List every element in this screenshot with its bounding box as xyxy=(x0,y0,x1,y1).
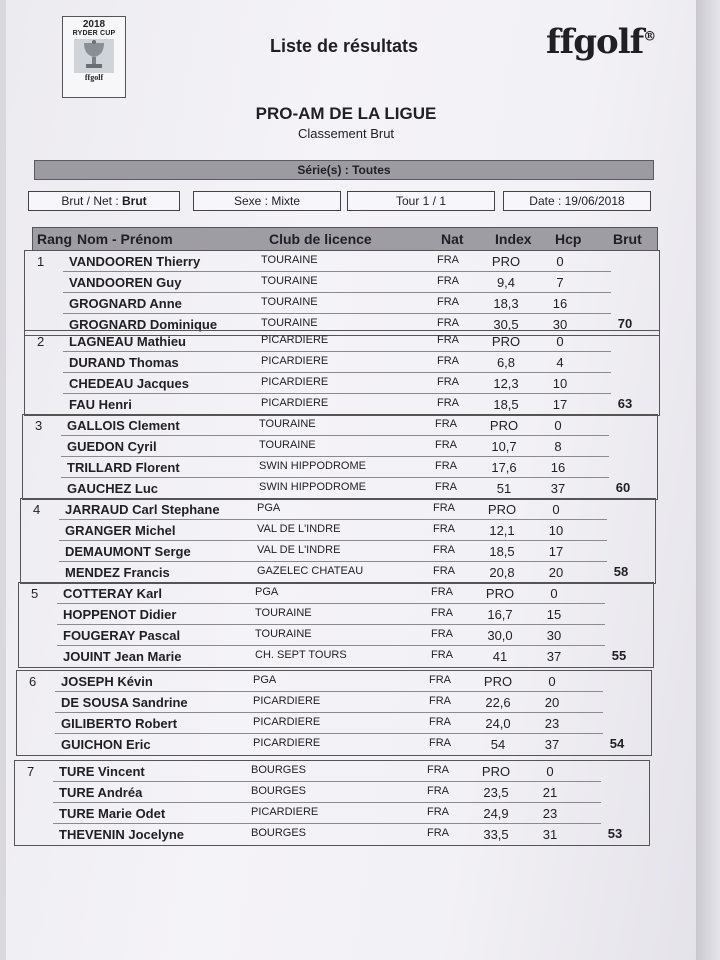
club-cell: VAL DE L'INDRE xyxy=(257,523,341,535)
index-cell: 22,6 xyxy=(485,695,511,710)
club-cell: TOURAINE xyxy=(261,296,318,308)
club-cell: CH. SEPT TOURS xyxy=(255,649,347,661)
player-name: JOUINT Jean Marie xyxy=(63,649,182,664)
hcp-cell: 23 xyxy=(544,716,560,731)
logo-event: RYDER CUP xyxy=(72,30,116,37)
nat-cell: FRA xyxy=(433,502,455,514)
club-cell: TOURAINE xyxy=(255,628,312,640)
player-name: MENDEZ Francis xyxy=(65,565,170,580)
club-cell: PGA xyxy=(253,674,277,686)
col-index: Index xyxy=(495,231,532,247)
index-cell: 17,6 xyxy=(491,460,517,475)
index-cell: PRO xyxy=(487,502,517,517)
index-cell: PRO xyxy=(491,254,521,269)
index-cell: 23,5 xyxy=(483,785,509,800)
index-cell: 10,7 xyxy=(491,439,517,454)
col-rang: Rang xyxy=(37,231,72,247)
table-row xyxy=(19,604,653,625)
table-row xyxy=(25,293,659,314)
table-row xyxy=(23,436,657,457)
table-row xyxy=(23,457,657,478)
brut-score: 53 xyxy=(607,826,623,841)
sexe-filter xyxy=(193,191,341,211)
nat-cell: FRA xyxy=(431,607,453,619)
club-cell: TOURAINE xyxy=(259,418,316,430)
hcp-cell: 10 xyxy=(548,523,564,538)
player-name: GROGNARD Anne xyxy=(69,296,182,311)
hcp-cell: 0 xyxy=(548,674,556,689)
player-name: THEVENIN Jocelyne xyxy=(59,827,184,842)
sexe-label: Sexe : xyxy=(233,194,268,208)
table-row xyxy=(21,541,655,562)
player-name: FAU Henri xyxy=(69,397,132,412)
col-nat: Nat xyxy=(441,231,464,247)
hcp-cell: 37 xyxy=(546,649,562,664)
trophy-icon xyxy=(74,39,114,73)
hcp-cell: 16 xyxy=(550,460,566,475)
player-name: VANDOOREN Guy xyxy=(69,275,182,290)
nat-cell: FRA xyxy=(427,764,449,776)
table-row xyxy=(17,734,651,755)
nat-cell: FRA xyxy=(427,827,449,839)
club-cell: PICARDIERE xyxy=(261,355,329,367)
club-cell: GAZELEC CHATEAU xyxy=(257,565,364,577)
event-title: PRO-AM DE LA LIGUE xyxy=(255,104,437,123)
brut-score: 55 xyxy=(611,648,627,663)
table-row xyxy=(15,761,649,782)
club-cell: PICARDIERE xyxy=(261,376,329,388)
brut-score: 70 xyxy=(617,316,633,331)
club-cell: SWIN HIPPODROME xyxy=(259,460,366,472)
player-name: GROGNARD Dominique xyxy=(69,317,218,332)
index-cell: 20,8 xyxy=(489,565,515,580)
hcp-cell: 21 xyxy=(542,785,558,800)
index-cell: 30,5 xyxy=(493,317,519,332)
index-cell: 12,3 xyxy=(493,376,519,391)
rank-cell: 7 xyxy=(27,764,35,779)
nat-cell: FRA xyxy=(429,737,451,749)
hcp-cell: 0 xyxy=(556,334,564,349)
index-cell: 41 xyxy=(492,649,508,664)
player-name: GAUCHEZ Luc xyxy=(67,481,158,496)
result-group xyxy=(16,670,652,756)
club-cell: SWIN HIPPODROME xyxy=(259,481,366,493)
club-cell: PICARDIERE xyxy=(253,737,321,749)
club-cell: PGA xyxy=(255,586,279,598)
hcp-cell: 20 xyxy=(548,565,564,580)
table-row xyxy=(15,782,649,803)
hcp-cell: 0 xyxy=(546,764,554,779)
table-header xyxy=(32,227,658,251)
hcp-cell: 17 xyxy=(552,397,568,412)
rank-cell: 2 xyxy=(37,334,45,349)
rank-cell: 4 xyxy=(33,502,41,517)
hcp-cell: 0 xyxy=(554,418,562,433)
player-name: VANDOOREN Thierry xyxy=(69,254,201,269)
nat-cell: FRA xyxy=(437,355,459,367)
nat-cell: FRA xyxy=(429,716,451,728)
index-cell: PRO xyxy=(489,418,519,433)
player-name: HOPPENOT Didier xyxy=(63,607,177,622)
results-sheet xyxy=(6,0,696,960)
logo-year: 2018 xyxy=(82,19,106,30)
nat-cell: FRA xyxy=(429,674,451,686)
brut-net-filter xyxy=(28,191,180,211)
club-cell: PICARDIERE xyxy=(261,334,329,346)
hcp-cell: 20 xyxy=(544,695,560,710)
hcp-cell: 23 xyxy=(542,806,558,821)
player-name: LAGNEAU Mathieu xyxy=(69,334,186,349)
tour-filter: Tour 1 / 1 xyxy=(347,191,495,211)
table-row xyxy=(21,499,655,520)
hcp-cell: 0 xyxy=(550,586,558,601)
hcp-cell: 16 xyxy=(552,296,568,311)
club-cell: PICARDIERE xyxy=(251,806,319,818)
hcp-cell: 30 xyxy=(552,317,568,332)
hcp-cell: 30 xyxy=(546,628,562,643)
nat-cell: FRA xyxy=(437,254,459,266)
registered-mark: ® xyxy=(643,29,656,45)
player-name: GILIBERTO Robert xyxy=(61,716,178,731)
brut-score: 63 xyxy=(617,396,633,411)
brut-net-label: Brut / Net : xyxy=(61,194,119,208)
index-cell: 12,1 xyxy=(489,523,515,538)
hcp-cell: 37 xyxy=(550,481,566,496)
player-name: TURE Marie Odet xyxy=(59,806,166,821)
brut-score: 54 xyxy=(609,736,625,751)
date-filter: Date : 19/06/2018 xyxy=(503,191,651,211)
col-brut: Brut xyxy=(613,231,642,247)
index-cell: 18,5 xyxy=(493,397,519,412)
sexe-value: Mixte xyxy=(271,194,301,208)
index-cell: 24,0 xyxy=(485,716,511,731)
index-cell: 18,5 xyxy=(489,544,515,559)
logo-brand: ffgolf xyxy=(84,73,104,82)
index-cell: PRO xyxy=(485,586,515,601)
hcp-cell: 37 xyxy=(544,737,560,752)
result-group xyxy=(20,498,656,584)
index-cell: 33,5 xyxy=(483,827,509,842)
table-row xyxy=(25,272,659,293)
club-cell: PICARDIERE xyxy=(253,716,321,728)
table-row xyxy=(25,251,659,272)
table-row xyxy=(17,713,651,734)
club-cell: TOURAINE xyxy=(259,439,316,451)
ryder-cup-logo xyxy=(62,16,126,98)
club-cell: PICARDIERE xyxy=(261,397,329,409)
player-name: JOSEPH Kévin xyxy=(61,674,153,689)
player-name: COTTERAY Karl xyxy=(63,586,162,601)
index-cell: 24,9 xyxy=(483,806,509,821)
table-row xyxy=(15,803,649,824)
table-row xyxy=(21,520,655,541)
event-subtitle: Classement Brut xyxy=(297,126,395,141)
result-group xyxy=(24,330,660,416)
nat-cell: FRA xyxy=(433,523,455,535)
index-cell: 54 xyxy=(490,737,506,752)
nat-cell: FRA xyxy=(431,649,453,661)
brut-score: 58 xyxy=(613,564,629,579)
player-name: TURE Vincent xyxy=(59,764,145,779)
table-row xyxy=(15,824,649,845)
nat-cell: FRA xyxy=(437,275,459,287)
player-name: CHEDEAU Jacques xyxy=(69,376,189,391)
nat-cell: FRA xyxy=(429,695,451,707)
nat-cell: FRA xyxy=(437,376,459,388)
player-name: DURAND Thomas xyxy=(69,355,179,370)
brut-net-value: Brut xyxy=(122,194,147,208)
ffgolf-logo xyxy=(546,22,655,62)
player-name: DEMAUMONT Serge xyxy=(65,544,191,559)
player-name: GRANGER Michel xyxy=(65,523,176,538)
club-cell: BOURGES xyxy=(251,764,307,776)
nat-cell: FRA xyxy=(431,586,453,598)
club-cell: TOURAINE xyxy=(261,254,318,266)
hcp-cell: 7 xyxy=(556,275,564,290)
nat-cell: FRA xyxy=(427,785,449,797)
player-name: FOUGERAY Pascal xyxy=(63,628,181,643)
result-group xyxy=(24,250,660,336)
nat-cell: FRA xyxy=(433,565,455,577)
player-name: GALLOIS Clement xyxy=(67,418,180,433)
table-row xyxy=(25,394,659,415)
table-row xyxy=(19,646,653,667)
index-cell: PRO xyxy=(481,764,511,779)
hcp-cell: 15 xyxy=(546,607,562,622)
club-cell: TOURAINE xyxy=(261,317,318,329)
nat-cell: FRA xyxy=(427,806,449,818)
result-group xyxy=(22,414,658,500)
table-row xyxy=(23,478,657,499)
table-row xyxy=(17,692,651,713)
nat-cell: FRA xyxy=(435,439,457,451)
index-cell: 9,4 xyxy=(496,275,516,290)
index-cell: 18,3 xyxy=(493,296,519,311)
index-cell: 16,7 xyxy=(487,607,513,622)
nat-cell: FRA xyxy=(435,418,457,430)
nat-cell: FRA xyxy=(437,317,459,329)
club-cell: TOURAINE xyxy=(255,607,312,619)
table-row xyxy=(19,583,653,604)
rank-cell: 6 xyxy=(29,674,37,689)
player-name: DE SOUSA Sandrine xyxy=(61,695,188,710)
club-cell: PGA xyxy=(257,502,281,514)
nat-cell: FRA xyxy=(435,481,457,493)
index-cell: 51 xyxy=(496,481,512,496)
table-row xyxy=(19,625,653,646)
index-cell: 6,8 xyxy=(496,355,516,370)
col-club: Club de licence xyxy=(269,231,372,247)
result-group xyxy=(14,760,650,846)
hcp-cell: 0 xyxy=(552,502,560,517)
hcp-cell: 17 xyxy=(548,544,564,559)
table-row xyxy=(17,671,651,692)
table-row xyxy=(25,352,659,373)
hcp-cell: 10 xyxy=(552,376,568,391)
club-cell: BOURGES xyxy=(251,785,307,797)
series-filter: Série(s) : Toutes xyxy=(34,160,654,180)
club-cell: BOURGES xyxy=(251,827,307,839)
nat-cell: FRA xyxy=(437,397,459,409)
hcp-cell: 31 xyxy=(542,827,558,842)
index-cell: 30,0 xyxy=(487,628,513,643)
rank-cell: 1 xyxy=(37,254,45,269)
rank-cell: 3 xyxy=(35,418,43,433)
brand-text: ffgolf xyxy=(546,22,644,62)
club-cell: VAL DE L'INDRE xyxy=(257,544,341,556)
hcp-cell: 0 xyxy=(556,254,564,269)
nat-cell: FRA xyxy=(433,544,455,556)
club-cell: PICARDIERE xyxy=(253,695,321,707)
table-row xyxy=(21,562,655,583)
index-cell: PRO xyxy=(491,334,521,349)
nat-cell: FRA xyxy=(435,460,457,472)
result-group xyxy=(18,582,654,668)
player-name: GUEDON Cyril xyxy=(67,439,157,454)
document-title: Liste de résultats xyxy=(270,36,419,56)
hcp-cell: 4 xyxy=(556,355,564,370)
nat-cell: FRA xyxy=(431,628,453,640)
player-name: TURE Andréa xyxy=(59,785,143,800)
index-cell: PRO xyxy=(483,674,513,689)
rank-cell: 5 xyxy=(31,586,39,601)
club-cell: TOURAINE xyxy=(261,275,318,287)
player-name: TRILLARD Florent xyxy=(67,460,180,475)
player-name: JARRAUD Carl Stephane xyxy=(65,502,220,517)
player-name: GUICHON Eric xyxy=(61,737,151,752)
nat-cell: FRA xyxy=(437,334,459,346)
table-row xyxy=(25,331,659,352)
brut-score: 60 xyxy=(615,480,631,495)
col-nom: Nom - Prénom xyxy=(77,231,173,247)
nat-cell: FRA xyxy=(437,296,459,308)
table-row xyxy=(23,415,657,436)
col-hcp: Hcp xyxy=(555,231,582,247)
page-edge xyxy=(696,0,720,960)
hcp-cell: 8 xyxy=(554,439,562,454)
table-row xyxy=(25,373,659,394)
